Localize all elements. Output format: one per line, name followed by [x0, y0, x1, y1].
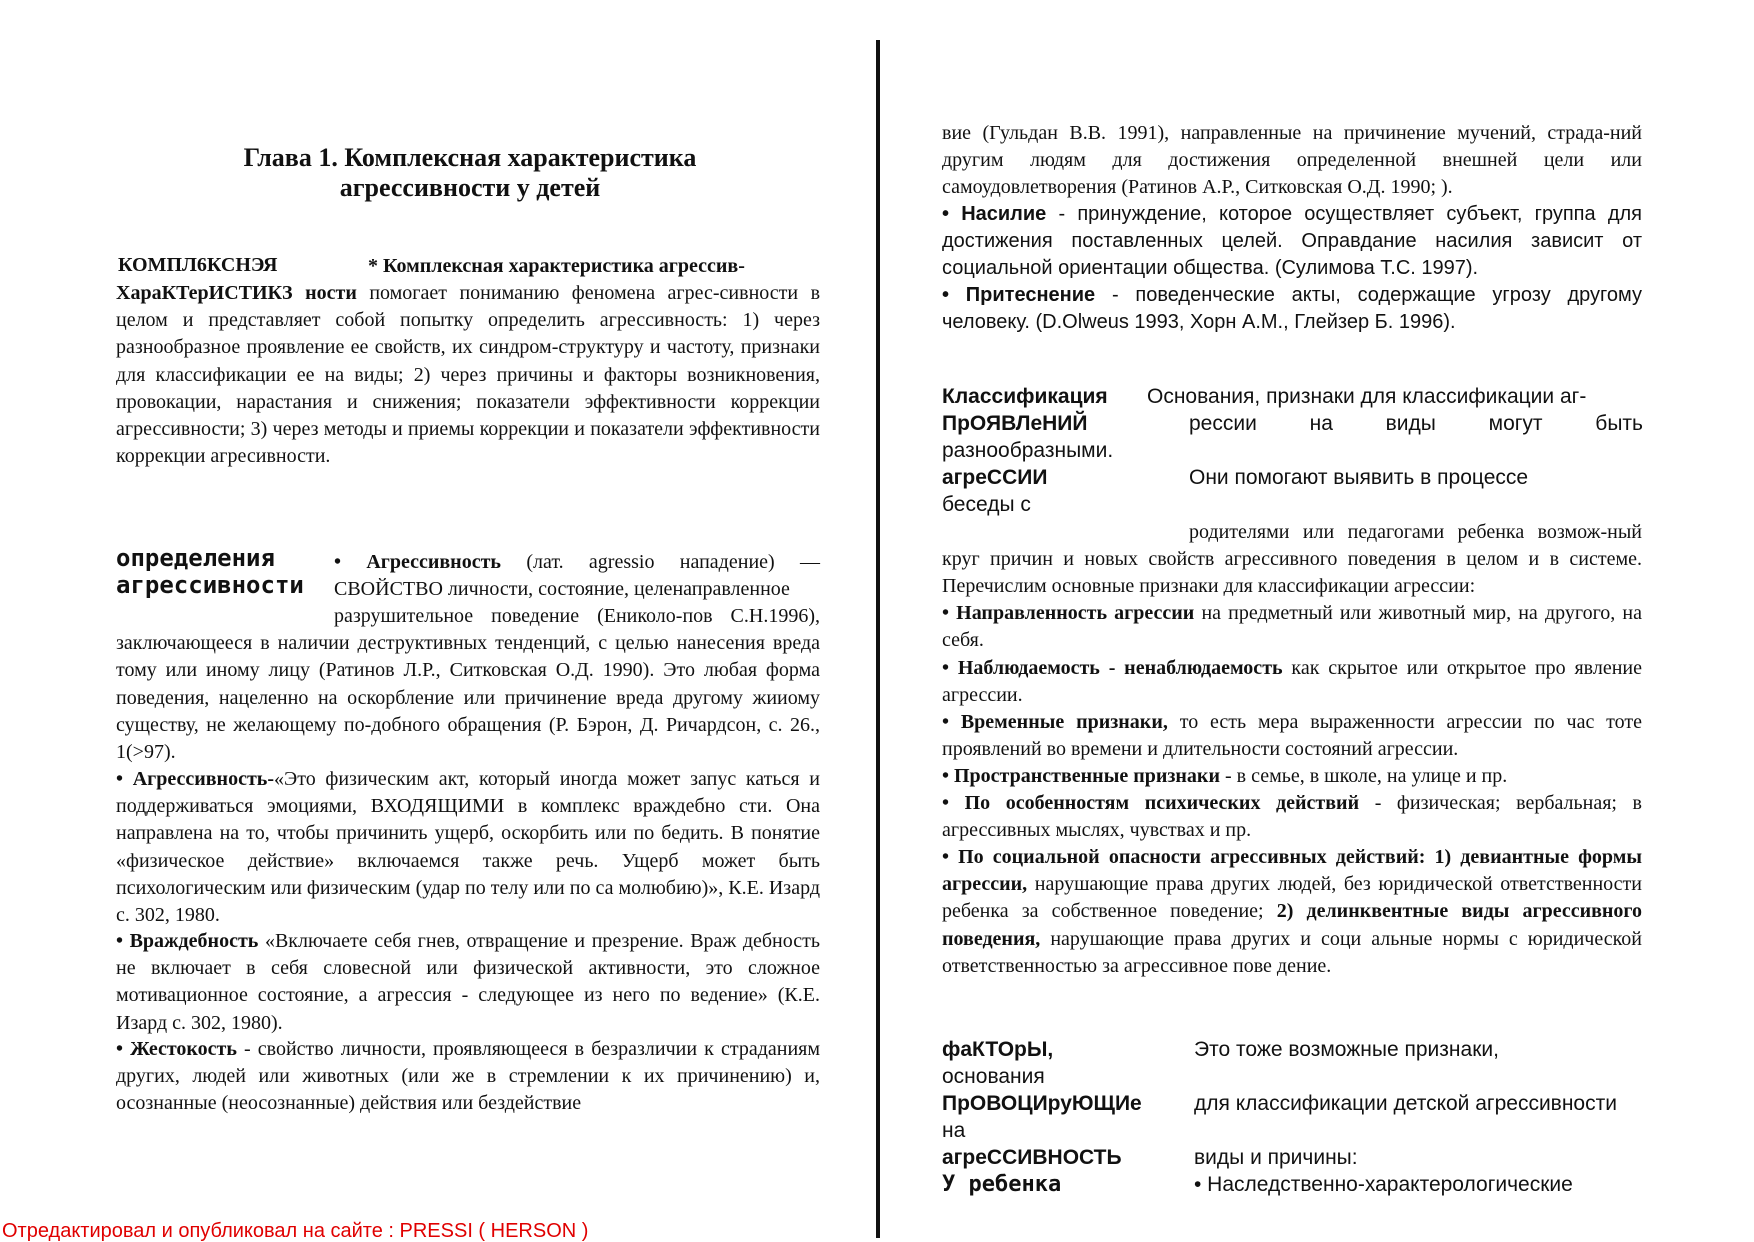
violence-paragraph [942, 201, 1642, 283]
item-5-text: - физическая; вербальная; в агрессивных мыслях, чувствах и пр. [942, 792, 1642, 842]
def4-paragraph [116, 1036, 820, 1118]
definitions-label-line-1: определения [116, 544, 275, 572]
intro-side-label-1: КОМПЛ6КСНЭЯ [118, 254, 278, 276]
oppression-term: • Притеснение [942, 284, 1096, 306]
violence-term: • Насилие [942, 203, 1047, 225]
classification-label-1: Классификация [942, 385, 1108, 408]
item-1-text: на предметный или животный мир, на другого, на себя. [942, 602, 1642, 652]
intro-bold-cont: ности [305, 282, 357, 304]
def3-text: «Включаете себя гнев, отвращение и презрение. Враж дебность не включает в себя словесной или физической активности, это сложное мотивационное состояние, а агрессия - следующее из него по ведение» (К.Е. Изард с. 302, 1980). [116, 930, 820, 1034]
def2-term: • Агрессивность- [116, 768, 275, 790]
classification-item-5 [942, 790, 1642, 844]
item-2-text: как скрытое или открытое про явление агрессии. [942, 657, 1642, 707]
def2-text: «Это физическим акт, который иногда может запус каться и поддерживаться эмоциями, ВХОДЯЩИМИ в комплекс враждебно сти. Она направлена на то, чтобы причинить ущерб, оскорбить или по бедить. В понятие «физическое действие» включаемся также речь. Ущерб может быть психологическим или физическим (удар по телу или по са молюбию)», К.Е. Изард с. 302, 1980. [116, 768, 821, 927]
def1-paragraph [116, 603, 820, 766]
classification-item-4 [942, 763, 1642, 790]
intro-side-label-2: ХараКТерИСТИКЗ [116, 282, 293, 304]
def1-term: • Агрессивность [334, 551, 501, 573]
item-3-text: то есть мера выраженности агрессии по час тоте проявлений во времени и длительности состояний агрессии. [942, 711, 1643, 761]
continuation-paragraph [942, 120, 1642, 202]
classification-line-2: рессии на виды могут быть [1189, 412, 1643, 435]
def1-a: (лат. agressio нападение) — [526, 551, 821, 573]
item-2-term: • Наблюдаемость - ненаблюдаемость [942, 657, 1283, 679]
def4-term: • Жестокость [116, 1038, 237, 1060]
chapter-title [190, 143, 750, 203]
def4-text: - свойство личности, проявляющееся в безразличии к страданиям других, людей или животных (или же в стремлении к их причинению) и, осознанные (неосознанные) действия или бездействие [116, 1038, 821, 1115]
chapter-title-line-2: агрессивности у детей [339, 173, 601, 202]
item-5-term: • По особенностям психических действий [942, 792, 1360, 814]
classification-label-2: ПрОЯВЛеНИЙ [942, 412, 1088, 435]
classification-line-5: беседы с [942, 493, 1031, 516]
intro-paragraph [116, 280, 820, 470]
def2-paragraph [116, 766, 820, 929]
def1-c: разрушительное поведение (Ениколо-пов С.Н.1996), заключающееся в наличии деструктивных тенденций, с целью нанесения вреда тому или иному лицу (Ратинов Л.Р., Ситковская О.Д. 1990). Это любая форма поведения, нацеленно на оскорбление или причинение вреда другому жииому существу, не желающему по-добного обращения (Р. Бэрон, Д. Ричардсон, с. 26., 1(>97). [116, 605, 820, 764]
classification-item-1 [942, 600, 1642, 654]
footer-credit: Отредактировал и опубликовал на сайте : PRESSI ( HERSON ) [2, 1220, 589, 1242]
factors-label-2: основания [942, 1065, 1045, 1088]
item-3-term: • Временные признаки, [942, 711, 1168, 733]
definitions-side-label [116, 545, 304, 599]
page-divider [876, 40, 880, 1238]
social-term: • По социальной опасности агрессивных действий: 1) девиантные формы агрессии, [942, 846, 1642, 896]
classification-line-4: Они помогают выявить в процессе [1189, 466, 1529, 489]
intro-bold-heading [368, 253, 818, 280]
item-4-term: • Пространственные признаки [942, 765, 1220, 787]
def1-b: СВОЙСТВО личности, состояние, целенаправленное [334, 578, 790, 601]
intro-text: помогает пониманию феномена агрес-сивности в целом и представляет собой попытку определить агрессивность: 1) через разнообразное проявление ее свойств, их синдром-структуру и частоту, признаки для классификации ее на виды; 2) через причины и факторы возникновения, провокации, нарастания и снижения; показатели эффективности коррекции агрессивности; 3) через методы и приемы коррекции и показатели эффективности коррекции агресивности. [116, 282, 821, 468]
classification-item-2 [942, 655, 1642, 709]
factors-label-6: У ребенка [942, 1172, 1062, 1197]
social-term-2: 2) делинквентные виды агрессивного поведения, [942, 900, 1643, 950]
oppression-text: - поведенческие акты, содержащие угрозу другому человеку. (D.Olweus 1993, Хорн А.М., Глейзер Б. 1996). [942, 284, 1642, 334]
definitions-label-line-2: агрессивности [116, 571, 304, 599]
chapter-title-line-1: Глава 1. Комплексная характеристика [243, 143, 697, 172]
social-danger-paragraph [942, 844, 1642, 980]
classification-line-3: разнообразными. [942, 439, 1114, 462]
intro-bold-text: * Комплексная характеристика агрессив- [368, 255, 745, 277]
classification-paragraph [942, 519, 1642, 601]
factors-label-4: на [942, 1119, 966, 1142]
factors-line-3: виды и причины: [1194, 1146, 1358, 1169]
violence-text: - принуждение, которое осуществляет субъект, группа для достижения поставленных целей. Оправдание насилия зависит от социальной ориентации общества. (Сулимова Т.С. 1997). [942, 203, 1642, 280]
item-4-text: - в семье, в школе, на улице и пр. [1224, 765, 1508, 787]
factors-line-2: для классификации детской агрессивности [1194, 1092, 1617, 1115]
oppression-paragraph [942, 282, 1642, 336]
factors-line-4: • Наследственно-характерологические [1194, 1173, 1573, 1196]
factors-label-3: ПрОВОЦИруЮЩИе [942, 1092, 1142, 1115]
classification-label-3: агреССИИ [942, 466, 1048, 489]
classification-line-1: Основания, признаки для классификации аг- [1147, 385, 1587, 408]
def3-paragraph [116, 928, 820, 1037]
def3-term: • Враждебность [116, 930, 259, 952]
factors-label-5: агреССИВНОСТЬ [942, 1146, 1122, 1169]
classification-text: родителями или педагогами ребенка возмож-ный круг причин и новых свойств агрессивного поведения в целом и в системе. Перечислим основные признаки для классификации агрессии: [942, 521, 1642, 598]
factors-label-1: фаКТОрЫ, [942, 1038, 1054, 1061]
item-1-term: • Направленность агрессии [942, 602, 1195, 624]
def1-top [334, 549, 820, 603]
classification-item-3 [942, 709, 1642, 763]
social-text-1: нарушающие права других людей, без юридической ответственности ребенка за собственное поведение; [942, 873, 1643, 923]
factors-line-1: Это тоже возможные признаки, [1194, 1038, 1499, 1061]
continuation-text: вие (Гульдан В.В. 1991), направленные на причинение мучений, страда-ний другим людям для достижения определенной внешней цели или самоудовлетворения (Ратинов А.Р., Ситковская О.Д. 1990; ). [942, 122, 1642, 199]
social-text-2: нарушающие права других и соци альные нормы с юридической ответственностью за агрессивное пове дение. [942, 927, 1642, 977]
